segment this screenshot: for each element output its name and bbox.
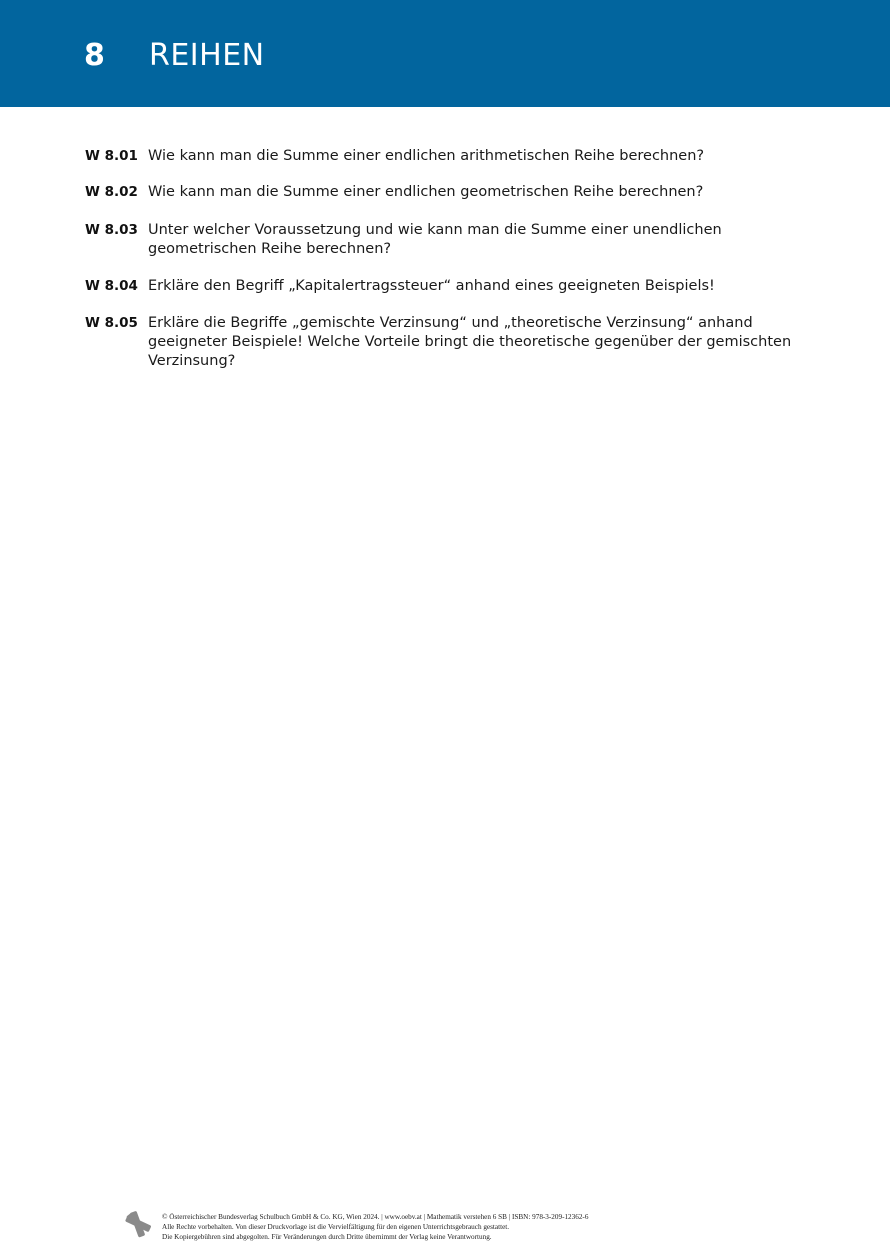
- question-item: [85, 183, 805, 202]
- footer-line: Die Kopiergebühren sind abgegolten. Für Veränderungen durch Dritte übernimmt der Verlag keine Verantwortung.: [162, 1233, 492, 1241]
- question-id: W 8.03: [85, 222, 138, 238]
- question-text: Erkläre die Begriffe „gemischte Verzinsung“ und „theoretische Verzinsung“ anhand geeigneter Beispiele! Welche Vorteile bringt die theoretische gegenüber der gemischten Verzinsung?: [148, 315, 792, 369]
- question-text: Erkläre den Begriff „Kapitalertragssteuer“ anhand eines geeigneten Beispiels!: [148, 278, 715, 294]
- chapter-number: 8: [84, 38, 105, 73]
- question-item: [85, 147, 805, 166]
- footer-line: © Österreichischer Bundesverlag Schulbuch GmbH & Co. KG, Wien 2024. | www.oebv.at | Mathematik verstehen 6 SB | ISBN: 978-3-209-12362-6: [162, 1213, 589, 1221]
- question-id: W 8.04: [85, 278, 138, 294]
- question-id: W 8.01: [85, 148, 138, 164]
- question-item: [85, 314, 805, 371]
- question-text: Wie kann man die Summe einer endlichen geometrischen Reihe berechnen?: [148, 184, 704, 200]
- publisher-logo-icon: [124, 1210, 152, 1238]
- question-text: Wie kann man die Summe einer endlichen arithmetischen Reihe berechnen?: [148, 148, 705, 164]
- chapter-title: REIHEN: [149, 38, 265, 73]
- footer-line: Alle Rechte vorbehalten. Von dieser Druckvorlage ist die Vervielfältigung für den eigenen Unterrichtsgebrauch gestattet.: [162, 1223, 510, 1231]
- question-item: [85, 221, 805, 259]
- chapter-header-band: [0, 0, 890, 107]
- copyright-footer: [162, 1212, 802, 1242]
- question-id: W 8.02: [85, 184, 138, 200]
- question-text: Unter welcher Voraussetzung und wie kann man die Summe einer unendlichen geometrischen Reihe berechnen?: [148, 222, 722, 257]
- question-id: W 8.05: [85, 315, 138, 331]
- question-item: [85, 277, 805, 296]
